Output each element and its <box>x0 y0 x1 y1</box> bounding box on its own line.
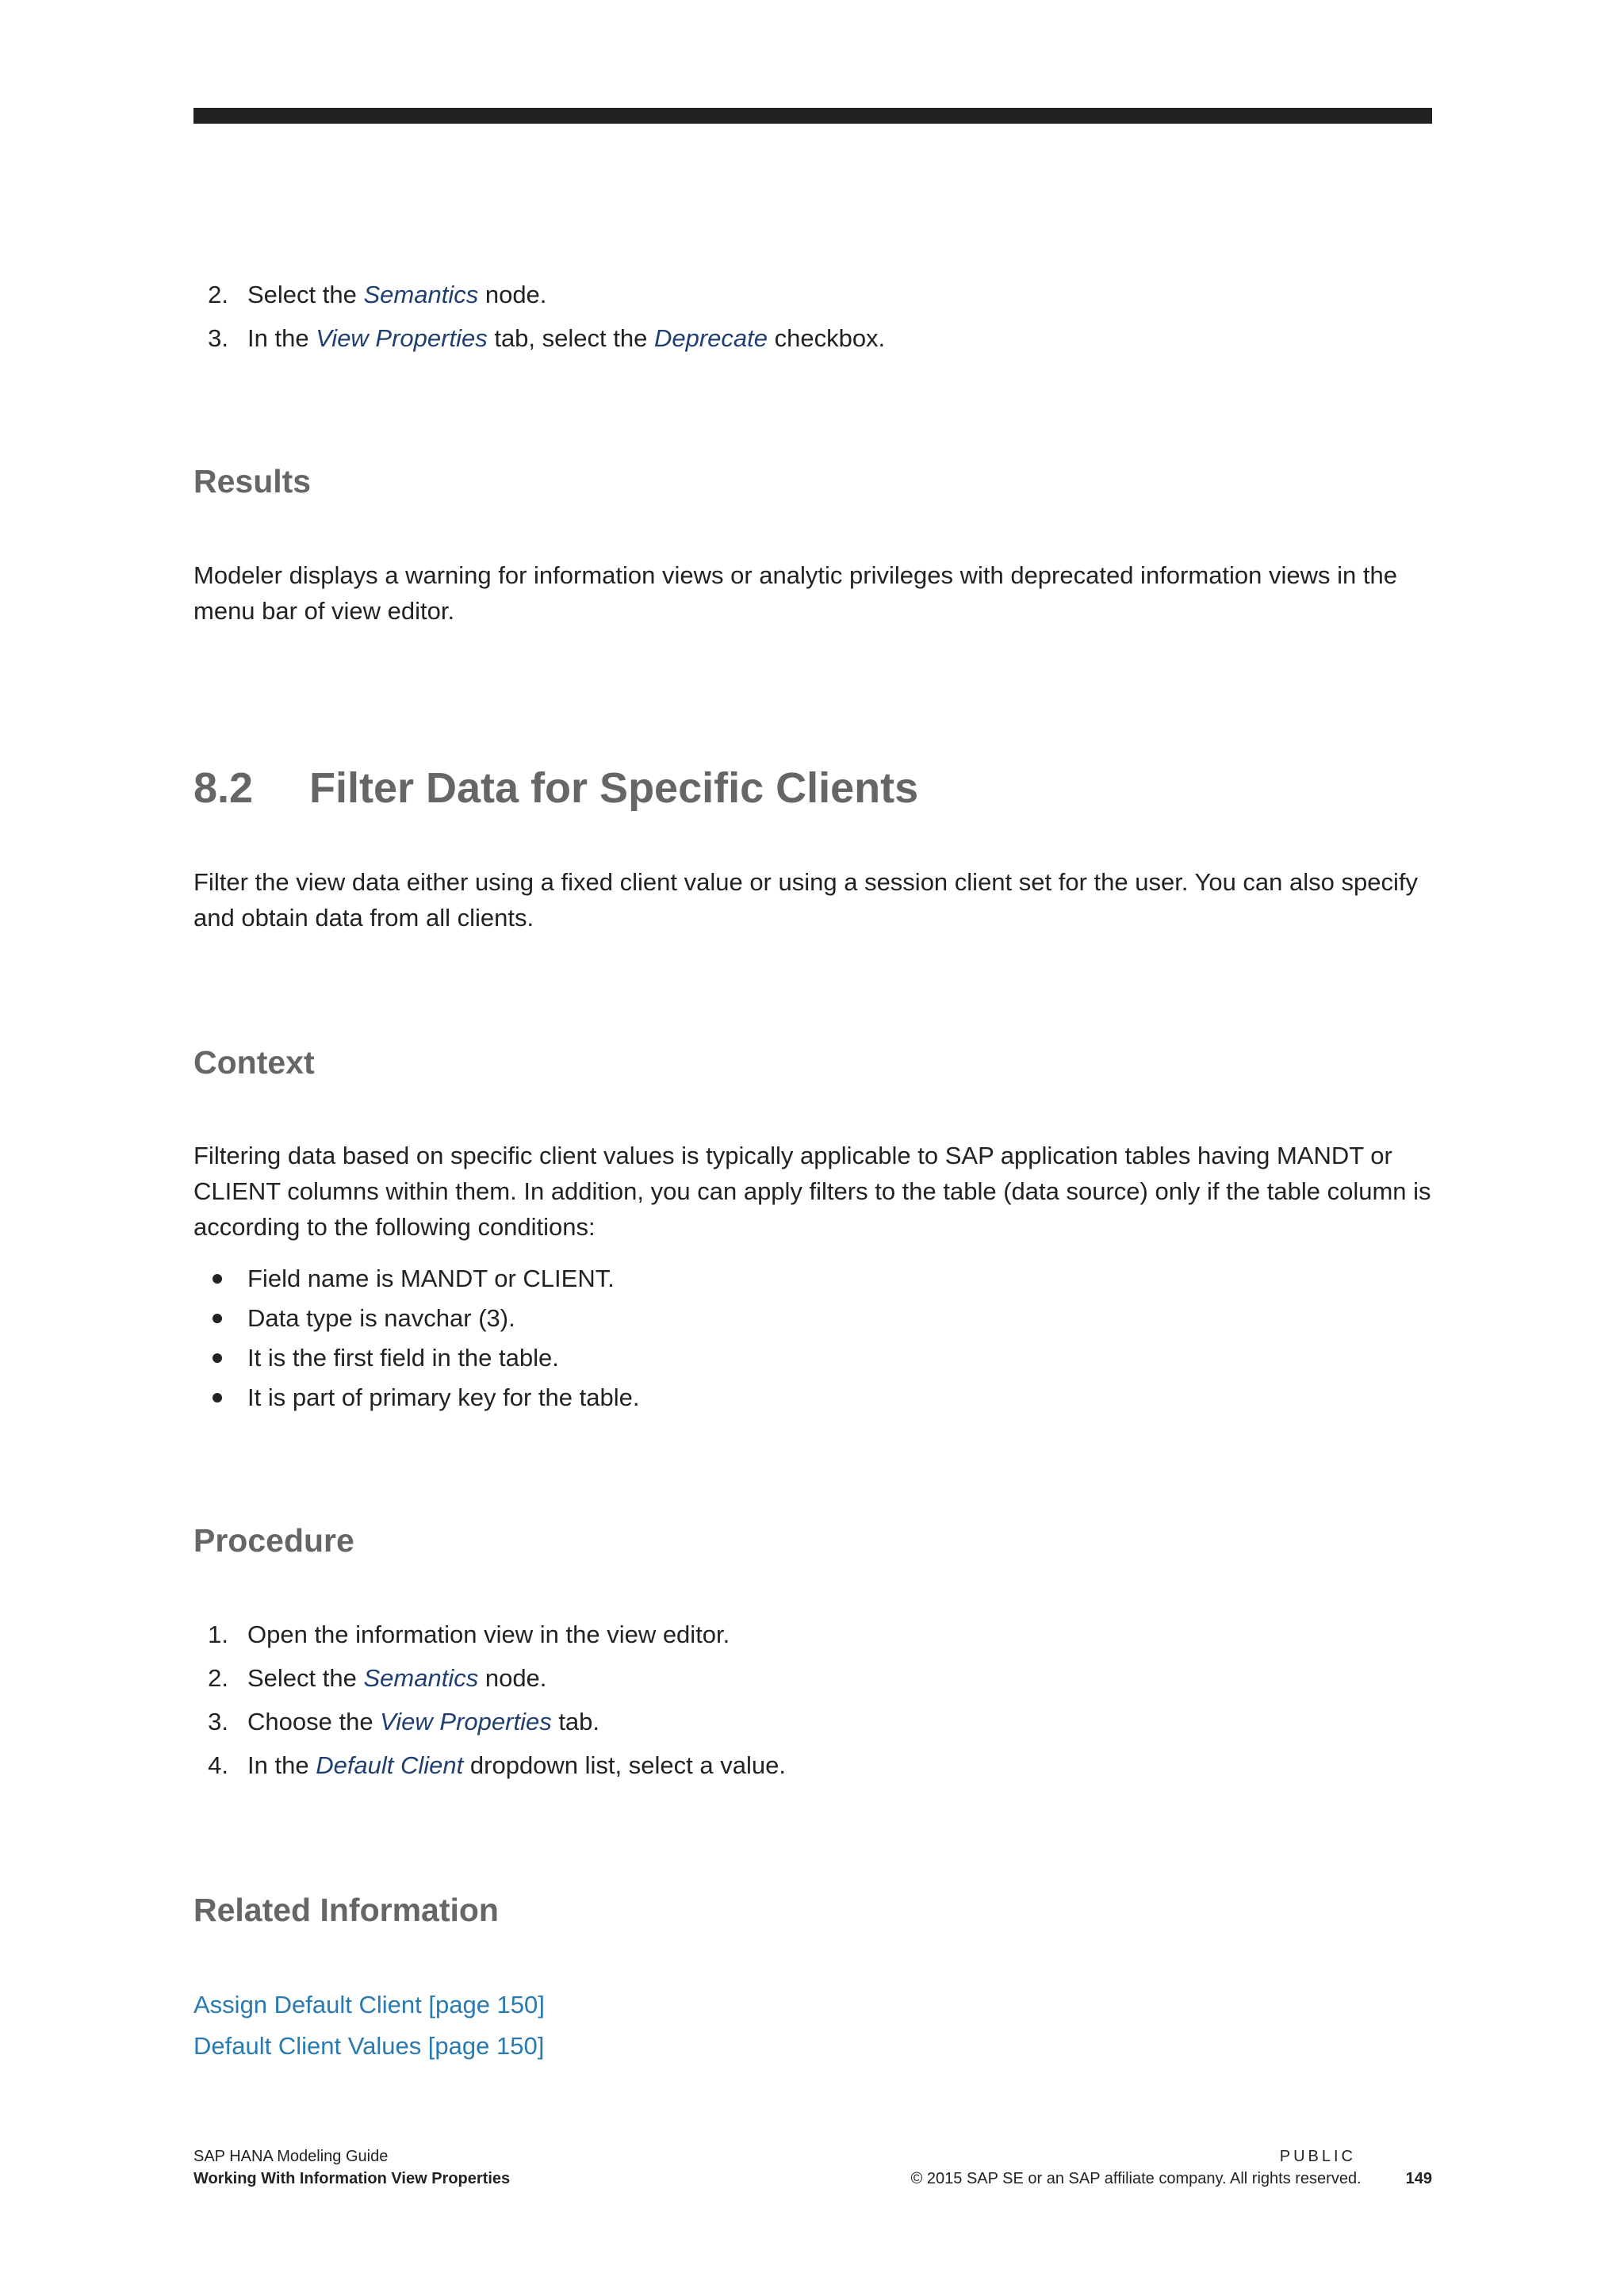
list-item: Data type is navchar (3). <box>201 1299 1423 1338</box>
list-item: 4. In the Default Client dropdown list, select a value. <box>208 1751 786 1779</box>
ui-term: Semantics <box>363 281 479 308</box>
footer-left <box>193 2145 510 2190</box>
list-item: It is part of primary key for the table. <box>201 1378 1423 1418</box>
section-number: 8.2 <box>193 764 254 812</box>
bullet-icon <box>213 1314 222 1323</box>
list-item: 3. Choose the View Properties tab. <box>208 1708 600 1735</box>
list-item: 2. Select the Semantics node. <box>208 281 547 308</box>
header-rule <box>193 108 1432 124</box>
top-steps-list <box>201 273 1423 360</box>
footer-classification: PUBLIC <box>1279 2148 1356 2165</box>
procedure-steps <box>201 1613 1423 1787</box>
section-title-text: Filter Data for Specific Clients <box>309 764 919 812</box>
list-item: It is the first field in the table. <box>201 1338 1423 1378</box>
footer-copyright-line <box>911 2168 1432 2190</box>
page-number: 149 <box>1405 2170 1432 2187</box>
footer-right <box>911 2145 1432 2190</box>
ui-term: Deprecate <box>653 324 768 352</box>
footer-guide-title: SAP HANA Modeling Guide <box>193 2148 389 2165</box>
ui-term: View Properties <box>316 324 488 352</box>
footer-copyright: © 2015 SAP SE or an SAP affiliate company. All rights reserved. <box>910 2170 1362 2187</box>
related-links <box>193 1984 545 2067</box>
list-item: Field name is MANDT or CLIENT. <box>201 1259 1423 1299</box>
procedure-heading: Procedure <box>193 1522 354 1559</box>
results-text: Modeler displays a warning for information views or analytic privileges with deprecated information views in the menu bar of view editor. <box>193 561 1397 625</box>
bullet-icon <box>213 1353 222 1363</box>
link-assign-default-client[interactable]: Assign Default Client [page 150] <box>193 1991 545 2019</box>
list-item: 1. Open the information view in the view editor. <box>208 1621 730 1648</box>
list-item: 2. Select the Semantics node. <box>208 1664 547 1692</box>
section-intro: Filter the view data either using a fixed client value or using a session client set for the user. You can also specify and obtain data from all clients. <box>193 868 1418 932</box>
related-heading: Related Information <box>193 1892 499 1928</box>
results-heading: Results <box>193 463 312 499</box>
bullet-icon <box>213 1274 222 1284</box>
section-title <box>193 763 918 813</box>
ui-term: View Properties <box>380 1708 552 1735</box>
bullet-icon <box>213 1393 222 1402</box>
context-text: Filtering data based on specific client values is typically applicable to SAP application tables having MANDT or CLIENT columns within them. In addition, you can apply filters to the table (data source) only if the table column is according to the following conditions: <box>193 1142 1431 1241</box>
ui-term: Semantics <box>363 1664 479 1692</box>
context-heading: Context <box>193 1044 315 1081</box>
list-item: 3. In the View Properties tab, select the Deprecate checkbox. <box>208 324 886 352</box>
context-bullets <box>201 1259 1423 1418</box>
link-default-client-values[interactable]: Default Client Values [page 150] <box>193 2032 545 2060</box>
footer-chapter-title: Working With Information View Properties <box>193 2170 511 2187</box>
ui-term: Default Client <box>316 1751 464 1779</box>
